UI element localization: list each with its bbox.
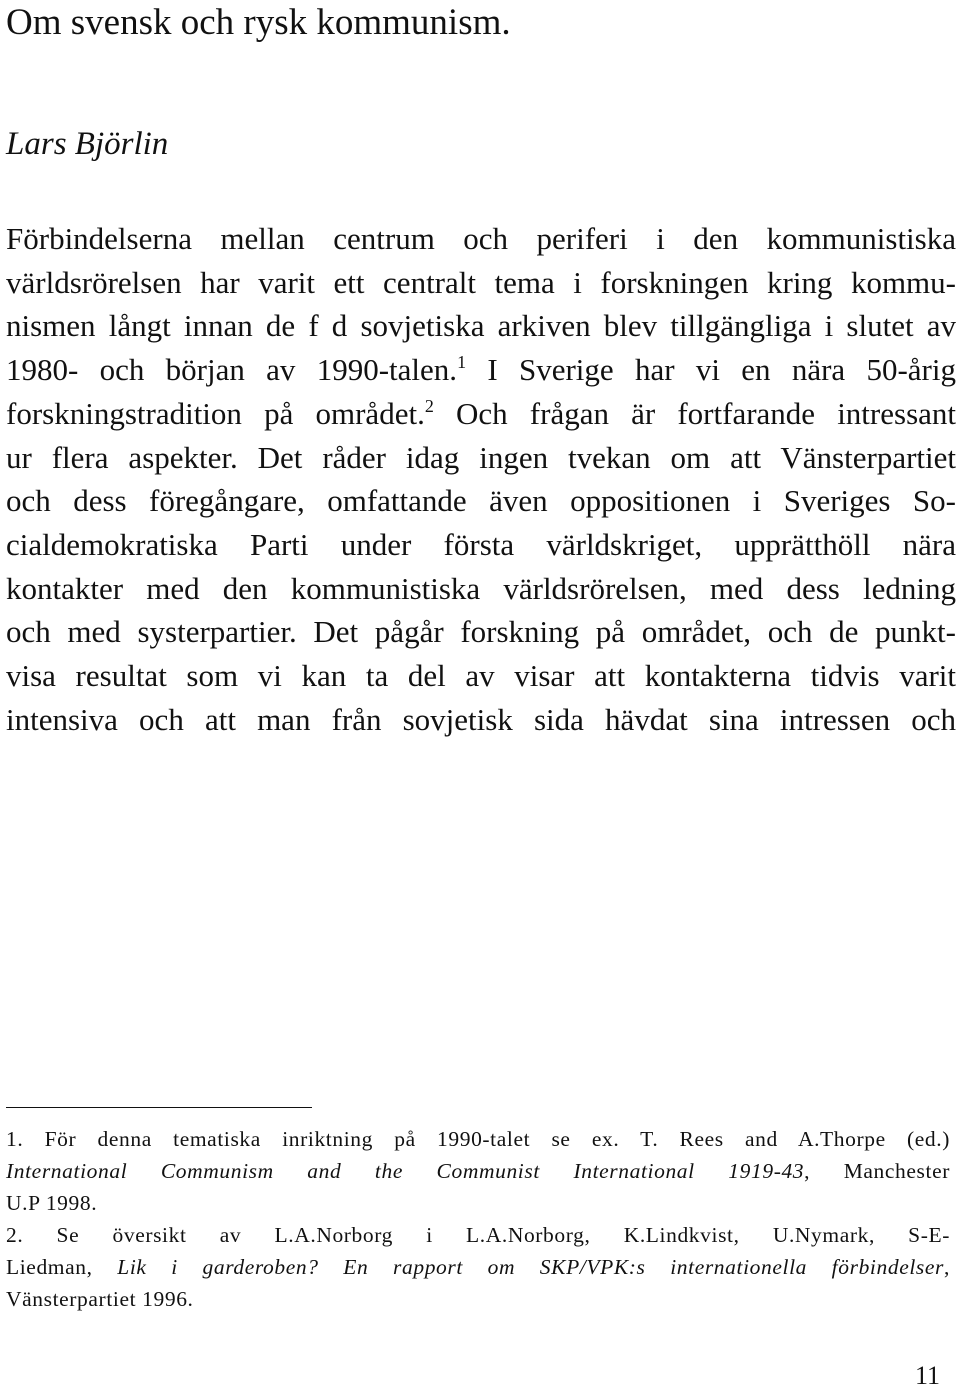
footnotes bbox=[6, 1123, 950, 1315]
body-line-text: forskningstradition på området. bbox=[6, 395, 425, 431]
document-title: Om svensk och rysk kommunism. bbox=[6, 2, 511, 43]
footnote-ref-2[interactable]: 2 bbox=[424, 395, 434, 416]
footnote-1-book-title: International Communism and the Communist International 1919-43 bbox=[6, 1159, 805, 1183]
footnote-1: 1. För denna tematiska inriktning på 1990-talet se ex. T. Rees and A.Thorpe (ed.) bbox=[6, 1127, 950, 1151]
body-line: världsrörelsen har varit ett centralt tema i forskningen kring kommu- bbox=[6, 264, 956, 300]
body-line: cialdemokratiska Parti under första världskriget, upprätthöll nära bbox=[6, 526, 956, 562]
footnote-1-continued: U.P 1998. bbox=[6, 1191, 98, 1215]
footnote-2-continued: Vänsterpartiet 1996. bbox=[6, 1287, 194, 1311]
body-line-text: 1980- och början av 1990-talen. bbox=[6, 352, 458, 388]
footnote-1-publisher: , Manchester bbox=[804, 1159, 950, 1183]
body-line: nismen långt innan de f d sovjetiska arkiven blev tillgängliga i slutet av bbox=[6, 308, 956, 344]
footnote-2-punct: , bbox=[944, 1255, 950, 1279]
footnote-divider bbox=[6, 1107, 312, 1108]
body-line: Förbindelserna mellan centrum och periferi i den kommunistiska bbox=[6, 221, 956, 256]
body-line: ur flera aspekter. Det råder idag ingen tvekan om att Vänsterpartiet bbox=[6, 439, 956, 475]
footnote-1-continued bbox=[6, 1155, 950, 1187]
body-line-text: I Sverige har vi en nära 50-årig bbox=[466, 352, 956, 388]
body-line-text: Och frågan är fortfarande intressant bbox=[433, 395, 957, 431]
page-number: 11 bbox=[914, 1361, 940, 1390]
footnote-2-book-title: Lik i garderoben? En rapport om SKP/VPK:s internationella förbindelser bbox=[117, 1255, 944, 1279]
footnote-2-continued bbox=[6, 1251, 950, 1283]
footnote-2: 2. Se översikt av L.A.Norborg i L.A.Norborg, K.Lindkvist, U.Nymark, S-E- bbox=[6, 1223, 950, 1247]
body-line: och med systerpartier. Det pågår forskning på området, och de punkt- bbox=[6, 614, 956, 650]
body-line bbox=[6, 348, 956, 392]
body-line: intensiva och att man från sovjetisk sida hävdat sina intressen och bbox=[6, 701, 956, 737]
body-paragraph bbox=[6, 217, 956, 741]
footnote-2-author: Liedman, bbox=[6, 1255, 118, 1279]
body-line: kontakter med den kommunistiska världsrörelsen, med dess ledning bbox=[6, 570, 956, 606]
body-line: visa resultat som vi kan ta del av visar att kontakterna tidvis varit bbox=[6, 658, 956, 694]
body-line bbox=[6, 392, 956, 436]
body-line: och dess föregångare, omfattande även oppositionen i Sveriges So- bbox=[6, 483, 956, 519]
author-name: Lars Björlin bbox=[6, 126, 169, 162]
footnote-ref-1[interactable]: 1 bbox=[457, 352, 467, 373]
